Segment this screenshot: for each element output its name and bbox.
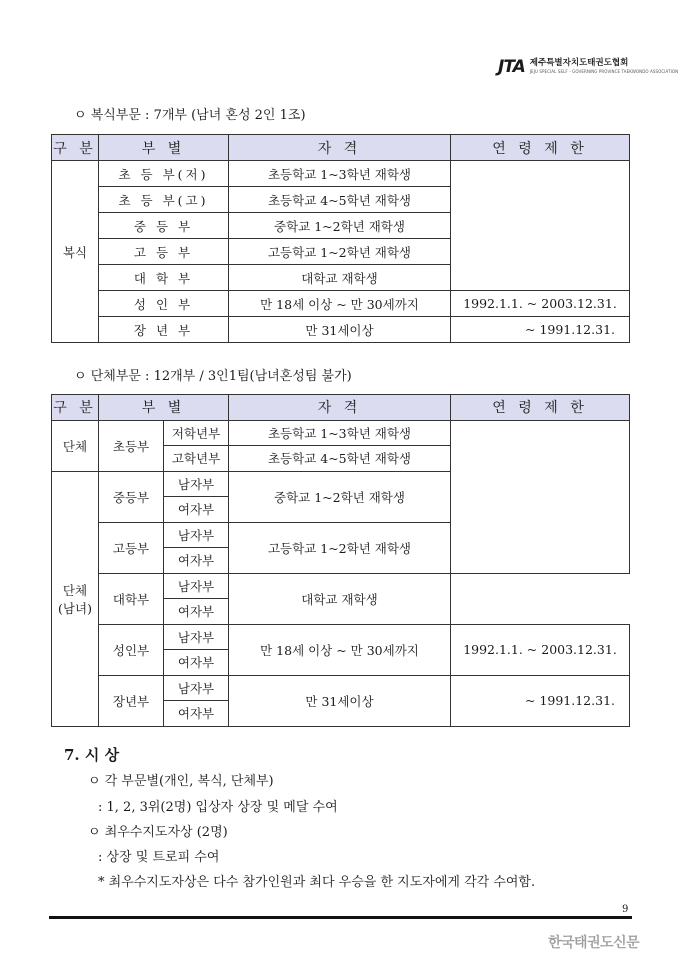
team-heading: ㅇ 단체부문 : 12개부 / 3인1팀(남녀혼성팀 불가) [74, 369, 352, 384]
subdivision-cell: 고학년부 [164, 446, 229, 472]
age-cell: 1992.1.1. ~ 2003.12.31. [451, 624, 630, 675]
subdivision-cell: 남자부 [164, 522, 229, 548]
division-cell: 장 년 부 [99, 317, 229, 343]
awards-line: : 1, 2, 3위(2명) 입상자 상장 및 메달 수여 [98, 800, 338, 815]
qualification-cell: 중학교 1~2학년 재학생 [229, 213, 451, 239]
logo-org-name: 제주특별자치도태권도협회 [529, 58, 629, 68]
subdivision-cell: 여자부 [164, 548, 229, 574]
division-cell: 성인부 [99, 624, 164, 675]
qualification-cell: 대학교 재학생 [229, 265, 451, 291]
division-cell: 초등부 [99, 420, 164, 471]
doubles-heading: ㅇ 복식부문 : 7개부 (남녀 혼성 2인 1조) [74, 108, 306, 123]
age-cell: ~ 1991.12.31. [451, 317, 630, 343]
col-category: 구 분 [52, 395, 99, 421]
subdivision-cell: 저학년부 [164, 420, 229, 446]
table-row [52, 420, 630, 446]
subdivision-cell: 여자부 [164, 497, 229, 523]
division-cell: 초 등 부(저) [99, 161, 229, 187]
category-cell: 단체 [52, 420, 99, 471]
subdivision-cell: 여자부 [164, 599, 229, 625]
category-label: 단체 [62, 582, 88, 598]
awards-line: ㅇ 최우수지도자상 (2명) [88, 825, 228, 840]
qualification-cell: 초등학교 1~3학년 재학생 [229, 420, 451, 446]
association-logo [498, 58, 678, 76]
awards-title: 7. 시 상 [64, 746, 120, 764]
category-sublabel: (남녀) [58, 600, 92, 616]
table-row [52, 573, 630, 599]
subdivision-cell: 여자부 [164, 701, 229, 727]
division-cell: 대학부 [99, 573, 164, 624]
col-division: 부 별 [99, 135, 229, 161]
qualification-cell: 초등학교 4~5학년 재학생 [229, 187, 451, 213]
subdivision-cell: 남자부 [164, 624, 229, 650]
division-cell: 장년부 [99, 675, 164, 726]
awards-line: ㅇ 각 부문별(개인, 복식, 단체부) [88, 774, 274, 789]
table-header-row [52, 395, 630, 421]
logo-org-english: JEJU SPECIAL SELF - GOVERNING PROVINCE TAEKWONDO ASSOCIATION [529, 69, 679, 74]
division-cell: 고등부 [99, 522, 164, 573]
qualification-cell: 고등학교 1~2학년 재학생 [229, 239, 451, 265]
table-row [52, 675, 630, 701]
col-age-limit: 연 령 제 한 [451, 395, 630, 421]
qualification-cell: 대학교 재학생 [229, 573, 451, 624]
table-row [52, 624, 630, 650]
doubles-table [51, 134, 630, 343]
division-cell: 고 등 부 [99, 239, 229, 265]
category-cell: 복식 [52, 161, 99, 343]
awards-line: : 상장 및 트로피 수여 [98, 850, 220, 865]
age-cell: 1992.1.1. ~ 2003.12.31. [451, 291, 630, 317]
subdivision-cell: 남자부 [164, 675, 229, 701]
qualification-cell: 중학교 1~2학년 재학생 [229, 471, 451, 522]
col-category: 구 분 [52, 135, 99, 161]
qualification-cell: 고등학교 1~2학년 재학생 [229, 522, 451, 573]
qualification-cell: 만 31세이상 [229, 317, 451, 343]
age-cell [451, 161, 630, 291]
qualification-cell: 초등학교 4~5학년 재학생 [229, 446, 451, 472]
table-row [52, 317, 630, 343]
division-cell: 초 등 부(고) [99, 187, 229, 213]
division-cell: 대 학 부 [99, 265, 229, 291]
watermark: 한국태권도신문 [548, 935, 640, 951]
qualification-cell: 초등학교 1~3학년 재학생 [229, 161, 451, 187]
logo-text [530, 58, 678, 74]
table-row [52, 291, 630, 317]
age-cell: ~ 1991.12.31. [451, 675, 630, 726]
table-header-row [52, 135, 630, 161]
qualification-cell: 만 31세이상 [229, 675, 451, 726]
awards-note: * 최우수지도자상은 다수 참가인원과 최다 우승을 한 지도자에게 각각 수여함. [98, 875, 536, 890]
division-cell: 중등부 [99, 471, 164, 522]
table-row [52, 161, 630, 187]
subdivision-cell: 여자부 [164, 650, 229, 676]
division-cell: 성 인 부 [99, 291, 229, 317]
subdivision-cell: 남자부 [164, 573, 229, 599]
qualification-cell: 만 18세 이상 ~ 만 30세까지 [229, 624, 451, 675]
footer-rule [49, 916, 632, 919]
col-qualification: 자 격 [229, 395, 451, 421]
team-table [51, 394, 630, 727]
page-number: 9 [622, 904, 629, 915]
subdivision-cell: 남자부 [164, 471, 229, 497]
division-cell: 중 등 부 [99, 213, 229, 239]
age-cell [451, 420, 630, 573]
category-cell [52, 471, 99, 726]
col-age-limit: 연 령 제 한 [451, 135, 630, 161]
col-qualification: 자 격 [229, 135, 451, 161]
logo-mark: JTA [498, 57, 525, 77]
qualification-cell: 만 18세 이상 ~ 만 30세까지 [229, 291, 451, 317]
col-division: 부 별 [99, 395, 229, 421]
